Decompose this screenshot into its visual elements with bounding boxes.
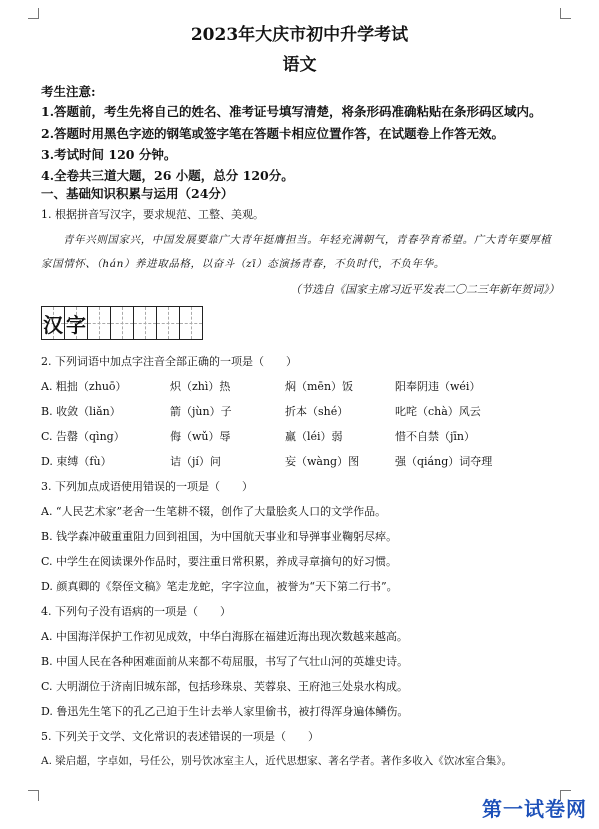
q2-option-d: 强（qiáng）词夺理 bbox=[395, 455, 493, 468]
q2-option-b: B. 收敛（liǎn） bbox=[41, 405, 121, 418]
crop-mark-bottom-left bbox=[28, 790, 39, 801]
site-watermark: 第一试卷网 bbox=[482, 797, 587, 821]
grid-cell bbox=[157, 307, 180, 339]
question-5-prompt: 5. 下列关于文学、文化常识的表述错误的一项是（ ） bbox=[41, 730, 319, 743]
q2-option-b: 折本（shé） bbox=[285, 405, 349, 418]
notice-heading: 考生注意: bbox=[41, 84, 96, 99]
q4-option: C. 大明湖位于济南旧城东部，包括珍珠泉、芙蓉泉、王府池三处泉水构成。 bbox=[41, 680, 409, 693]
question-3-prompt: 3. 下列加点成语使用错误的一项是（ ） bbox=[41, 480, 253, 493]
grid-cell bbox=[42, 307, 65, 339]
grid-cell bbox=[88, 307, 111, 339]
q2-option-a: 炽（zhì）热 bbox=[170, 380, 231, 393]
q2-option-b: 箭（jùn）子 bbox=[170, 405, 232, 418]
q2-option-a: 焖（mēn）饭 bbox=[285, 380, 354, 393]
q4-option: A. 中国海洋保护工作初见成效，中华白海豚在福建近海出现次数越来越高。 bbox=[41, 630, 408, 643]
question-1-passage-line: 青年兴则国家兴，中国发展要靠广大青年挺膺担当。年轻充满朝气，青春孕育希望。广大青年要厚植 bbox=[63, 234, 552, 246]
question-4-prompt: 4. 下列句子没有语病的一项是（ ） bbox=[41, 605, 231, 618]
q4-option: B. 中国人民在各种困难面前从来都不苟屈服，书写了气壮山河的英雄史诗。 bbox=[41, 655, 409, 668]
q3-option: C. 中学生在阅读课外作品时，要注重日常积累，养成寻章摘句的好习惯。 bbox=[41, 555, 398, 568]
q2-option-d: 诘（jí）问 bbox=[170, 455, 221, 468]
q2-option-c: 惜不自禁（jīn） bbox=[395, 430, 476, 443]
notice-item: 3.考试时间 120 分钟。 bbox=[41, 147, 177, 162]
q2-option-c: 羸（léi）弱 bbox=[285, 430, 343, 443]
writing-grid bbox=[41, 306, 203, 340]
grid-char: 字 bbox=[66, 312, 86, 337]
notice-item: 4.全卷共三道大题，26 小题，总分 120分。 bbox=[41, 168, 294, 183]
grid-cell bbox=[134, 307, 157, 339]
question-1-passage-line: 家国情怀、（hán）养进取品格，以奋斗（zī）态演扬青春，不负时代，不负年华。 bbox=[41, 258, 445, 270]
question-1-source: （节选自《国家主席习近平发表二〇二三年新年贺词》） bbox=[290, 283, 560, 296]
q3-option: B. 钱学森冲破重重阻力回到祖国，为中国航天事业和导弹事业鞠躬尽瘁。 bbox=[41, 530, 398, 543]
q2-option-a: A. 粗拙（zhuō） bbox=[41, 380, 127, 393]
question-2-prompt: 2. 下列词语中加点字注音全部正确的一项是（ ） bbox=[41, 355, 297, 368]
q4-option: D. 鲁迅先生笔下的孔乙己迫于生计去举人家里偷书，被打得浑身遍体鳞伤。 bbox=[41, 705, 409, 718]
grid-cell bbox=[180, 307, 202, 339]
q3-option: D. 颜真卿的《祭侄文稿》笔走龙蛇，字字泣血，被誉为“天下第二行书”。 bbox=[41, 580, 398, 593]
q2-option-b: 叱咤（chà）风云 bbox=[395, 405, 481, 418]
crop-mark-top-right bbox=[560, 8, 571, 19]
q2-option-d: D. 束缚（fù） bbox=[41, 455, 112, 468]
q2-option-d: 妄（wàng）图 bbox=[285, 455, 360, 468]
q2-option-c: C. 告罄（qìng） bbox=[41, 430, 125, 443]
section-heading: 一、基础知识积累与运用（24分） bbox=[41, 186, 234, 201]
crop-mark-top-left bbox=[28, 8, 39, 19]
grid-cell bbox=[111, 307, 134, 339]
grid-char: 汉 bbox=[43, 312, 63, 337]
grid-cell bbox=[65, 307, 88, 339]
notice-item: 2.答题时用黑色字迹的钢笔或签字笔在答题卡相应位置作答，在试题卷上作答无效。 bbox=[41, 126, 505, 141]
exam-title: 2023年大庆市初中升学考试 bbox=[190, 25, 409, 45]
q3-option: A. “人民艺术家”老舍一生笔耕不辍，创作了大量脍炙人口的文学作品。 bbox=[41, 505, 387, 518]
question-1-prompt: 1. 根据拼音写汉字，要求规范、工整、美观。 bbox=[41, 208, 264, 221]
q5-option: A. 梁启超，字卓如，号任公，别号饮冰室主人，近代思想家、著名学者。著作多收入《饮冰室合集》。 bbox=[41, 755, 513, 767]
q2-option-c: 侮（wǔ）辱 bbox=[170, 430, 231, 443]
notice-item: 1.答题前，考生先将自己的姓名、准考证号填写清楚，将条形码准确粘贴在条形码区域内。 bbox=[41, 104, 542, 119]
q2-option-a: 阳奉阴违（wéi） bbox=[395, 380, 481, 393]
subject-title: 语文 bbox=[282, 55, 317, 75]
